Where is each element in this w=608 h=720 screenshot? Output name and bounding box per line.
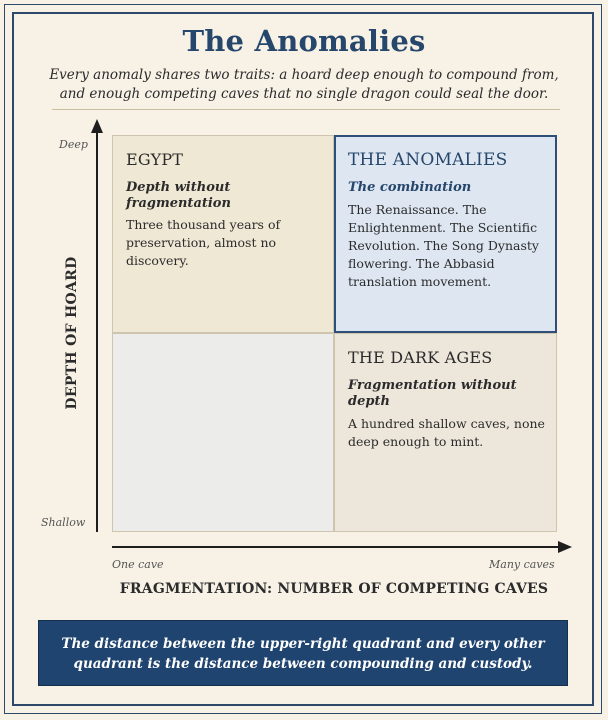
quadrant-body: Three thousand years of preservation, almost no discovery. <box>126 217 281 268</box>
y-axis-title-text: DEPTH OF HOARD <box>64 256 80 410</box>
page-title: The Anomalies <box>182 24 426 58</box>
banner-line-1: The distance between the upper-right quadrant and every other <box>61 636 545 652</box>
quadrant-body: The Renaissance. The Enlightenment. The Scientific Revolution. The Song Dynasty flowering. The Abbasid translation movement. <box>348 202 539 289</box>
conclusion-banner <box>38 620 568 686</box>
subtitle-line-2: and enough competing caves that no single dragon could seal the door. <box>59 86 549 102</box>
x-low-label: One cave <box>112 558 164 571</box>
quadrant-heading: EGYPT <box>126 150 184 169</box>
quadrant-subheading: The combination <box>348 180 472 195</box>
x-axis-arrowhead <box>558 541 572 553</box>
y-high-label: Deep <box>59 138 88 151</box>
y-low-label: Shallow <box>41 516 86 529</box>
y-axis-arrowhead <box>91 119 103 133</box>
quadrant-body: A hundred shallow caves, none deep enough to mint. <box>348 416 545 449</box>
subtitle-line-1: Every anomaly shares two traits: a hoard deep enough to compound from, <box>49 67 559 83</box>
banner-line-2: quadrant is the distance between compounding and custody. <box>73 656 533 672</box>
x-high-label: Many caves <box>489 558 555 571</box>
quadrant-heading: THE DARK AGES <box>348 348 493 367</box>
quadrant-heading: THE ANOMALIES <box>348 150 508 170</box>
quadrant-subheading: Fragmentation without depth <box>348 378 517 409</box>
quadrant-subheading: Depth without fragmentation <box>126 180 231 211</box>
x-axis-title: FRAGMENTATION: NUMBER OF COMPETING CAVES <box>119 581 549 597</box>
